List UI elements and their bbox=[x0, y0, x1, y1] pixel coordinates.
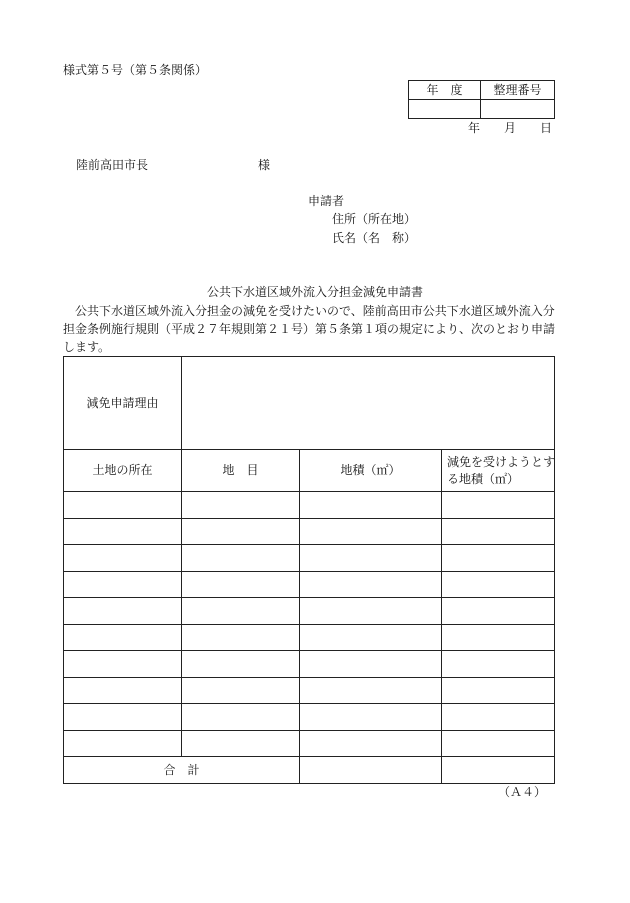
land-row bbox=[64, 704, 555, 731]
land-row-area-cell bbox=[300, 704, 442, 731]
land-row-area-cell bbox=[300, 624, 442, 651]
reference-number-cell bbox=[481, 100, 555, 119]
land-row-land-category-cell bbox=[182, 598, 300, 625]
total-reduction-area-cell bbox=[442, 757, 555, 784]
land-row bbox=[64, 730, 555, 757]
land-row-area-cell bbox=[300, 598, 442, 625]
reference-number-header: 整理番号 bbox=[481, 81, 555, 100]
land-row bbox=[64, 598, 555, 625]
land-row-reduction-area-cell bbox=[442, 730, 555, 757]
land-row-reduction-area-cell bbox=[442, 624, 555, 651]
body-text-line: 担金条例施行規則（平成２７年規則第２１号）第５条第１項の規定により、次のとおり申請 bbox=[63, 322, 556, 336]
land-row bbox=[64, 624, 555, 651]
office-table-value-row bbox=[409, 100, 555, 119]
land-row-location-cell bbox=[64, 492, 182, 519]
land-row-area-cell bbox=[300, 571, 442, 598]
land-row-reduction-area-cell bbox=[442, 518, 555, 545]
area-header: 地積（㎡） bbox=[300, 450, 442, 492]
land-row bbox=[64, 677, 555, 704]
table-header-row bbox=[64, 450, 555, 492]
land-row-land-category-cell bbox=[182, 545, 300, 572]
land-row-location-cell bbox=[64, 518, 182, 545]
land-row bbox=[64, 571, 555, 598]
land-row-land-category-cell bbox=[182, 651, 300, 678]
land-row-land-category-cell bbox=[182, 677, 300, 704]
land-row-land-category-cell bbox=[182, 730, 300, 757]
applicant-label: 申請者 bbox=[308, 194, 345, 208]
land-row-land-category-cell bbox=[182, 624, 300, 651]
land-row-location-cell bbox=[64, 624, 182, 651]
reduction-area-header-line: 減免を受けようとす bbox=[447, 454, 556, 469]
land-row-land-category-cell bbox=[182, 518, 300, 545]
reason-value-cell bbox=[182, 357, 555, 450]
total-row bbox=[64, 757, 555, 784]
land-row-area-cell bbox=[300, 677, 442, 704]
body-text-line: 公共下水道区域外流入分担金の減免を受けたいので、陸前高田市公共下水道区域外流入分 bbox=[63, 304, 555, 318]
addressee-honorific: 様 bbox=[258, 158, 271, 172]
fiscal-year-cell bbox=[409, 100, 481, 119]
fiscal-year-header: 年 度 bbox=[409, 81, 481, 100]
land-row-location-cell bbox=[64, 571, 182, 598]
land-row-area-cell bbox=[300, 492, 442, 519]
land-row-reduction-area-cell bbox=[442, 598, 555, 625]
land-category-header: 地 目 bbox=[182, 450, 300, 492]
land-row-reduction-area-cell bbox=[442, 571, 555, 598]
land-row-land-category-cell bbox=[182, 492, 300, 519]
land-row-reduction-area-cell bbox=[442, 651, 555, 678]
land-row-location-cell bbox=[64, 677, 182, 704]
form-number: 様式第５号（第５条関係） bbox=[63, 63, 208, 77]
reason-label: 減免申請理由 bbox=[64, 357, 182, 450]
land-row-reduction-area-cell bbox=[442, 492, 555, 519]
office-use-table bbox=[408, 80, 555, 119]
land-reduction-table bbox=[63, 356, 555, 784]
reduction-area-header-line: る地積（㎡） bbox=[447, 471, 520, 486]
reduction-area-header bbox=[442, 450, 555, 492]
applicant-name-label: 氏名（名 称） bbox=[332, 231, 417, 245]
land-row bbox=[64, 518, 555, 545]
land-row bbox=[64, 545, 555, 572]
land-row bbox=[64, 492, 555, 519]
applicant-address-label: 住所（所在地） bbox=[332, 212, 417, 226]
land-row-area-cell bbox=[300, 651, 442, 678]
land-row-reduction-area-cell bbox=[442, 677, 555, 704]
reason-row bbox=[64, 357, 555, 450]
land-row-land-category-cell bbox=[182, 704, 300, 731]
land-row bbox=[64, 651, 555, 678]
total-area-cell bbox=[300, 757, 442, 784]
body-text-line: します。 bbox=[63, 340, 111, 354]
land-row-area-cell bbox=[300, 545, 442, 572]
land-row-reduction-area-cell bbox=[442, 545, 555, 572]
document-title: 公共下水道区域外流入分担金減免申請書 bbox=[206, 285, 423, 299]
land-row-location-cell bbox=[64, 598, 182, 625]
date-line: 年 月 日 bbox=[467, 121, 552, 135]
land-row-area-cell bbox=[300, 518, 442, 545]
land-row-reduction-area-cell bbox=[442, 704, 555, 731]
office-table-header-row bbox=[409, 81, 555, 100]
land-row-area-cell bbox=[300, 730, 442, 757]
total-label: 合 計 bbox=[64, 757, 300, 784]
land-row-location-cell bbox=[64, 651, 182, 678]
land-row-location-cell bbox=[64, 730, 182, 757]
land-row-land-category-cell bbox=[182, 571, 300, 598]
location-header: 土地の所在 bbox=[64, 450, 182, 492]
land-row-location-cell bbox=[64, 545, 182, 572]
land-row-location-cell bbox=[64, 704, 182, 731]
paper-size-note: （Ａ４） bbox=[497, 785, 546, 799]
addressee-name: 陸前高田市長 bbox=[76, 158, 149, 172]
